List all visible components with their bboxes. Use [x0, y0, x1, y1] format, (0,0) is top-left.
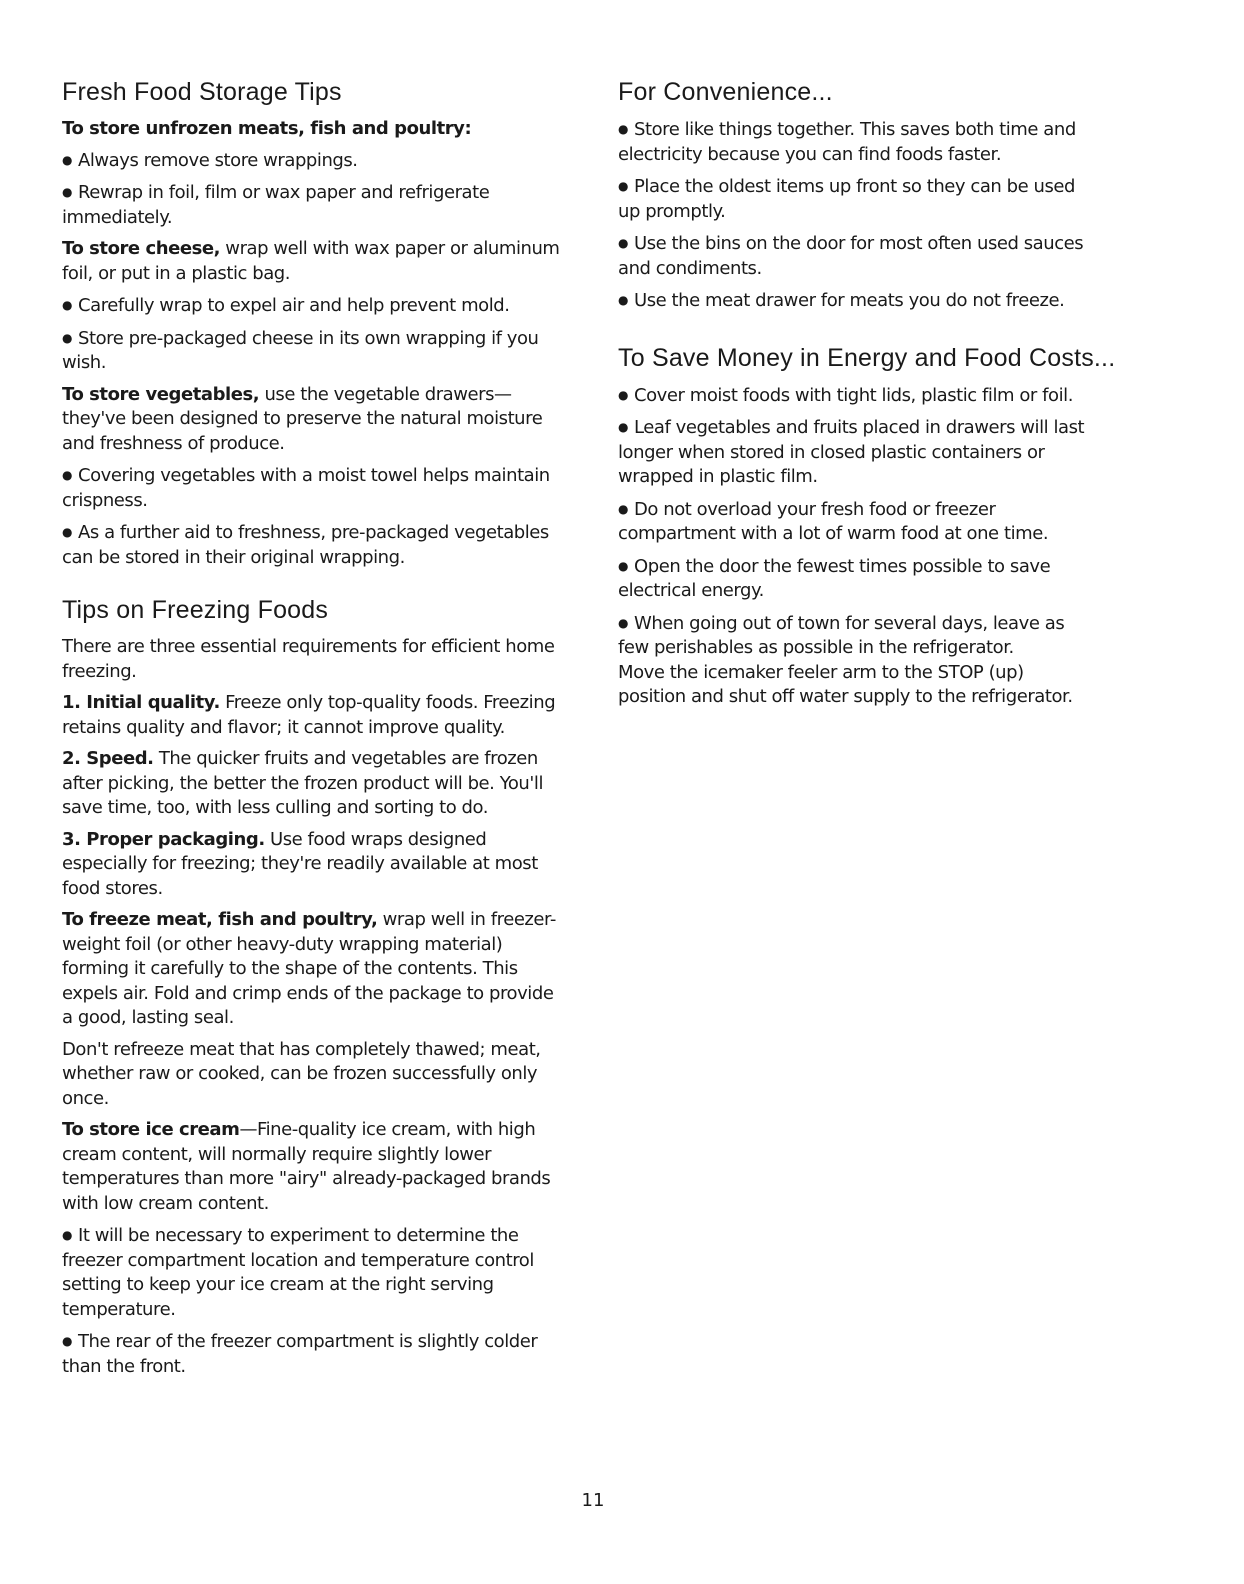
refreeze-paragraph: Don't refreeze meat that has completely thawed; meat, whether raw or cooked, can be frozen successfully only once. [62, 1038, 541, 1109]
bullet-item [618, 174, 1096, 224]
bullet-icon: ● [618, 420, 629, 434]
right-column [618, 78, 1116, 717]
bullet-item [618, 288, 1096, 314]
speed-text: The quicker fruits and vegetables are frozen after picking, the better the frozen product will be. You'll save time, too, with less culling and sorting to do. [62, 748, 543, 818]
bullet-text-continued: Move the icemaker feeler arm to the STOP (up) position and shut off water supply to the refrigerator. [618, 661, 1073, 707]
save-money-section [618, 343, 1116, 710]
cheese-text: wrap well with wax paper or aluminum foil, or put in a plastic bag. [62, 238, 560, 284]
bullet-icon: ● [62, 468, 73, 482]
bullet-item [62, 1329, 562, 1379]
bullet-icon: ● [62, 185, 73, 199]
bullet-icon: ● [618, 615, 629, 630]
ice-cream-lead: To store ice cream [62, 1119, 240, 1140]
convenience-heading: For Convenience... [618, 78, 833, 106]
bullet-item [618, 383, 1096, 409]
initial-quality-lead: 1. Initial quality. [62, 692, 220, 713]
bullet-icon: ● [62, 1334, 73, 1348]
bullet-text: Place the oldest items up front so they can be used up promptly. [618, 176, 1076, 222]
bullet-icon: ● [618, 122, 629, 136]
freezing-heading: Tips on Freezing Foods [62, 596, 329, 624]
bullet-text: Leaf vegetables and fruits placed in drawers will last longer when stored in closed plastic containers or wrapped in plastic film. [618, 417, 1085, 487]
packaging-lead: 3. Proper packaging. [62, 828, 265, 850]
bullet-text: It will be necessary to experiment to determine the freezer compartment location and temperature control setting to keep your ice cream at the right serving temperature. [62, 1225, 534, 1320]
bullet-item [62, 293, 562, 319]
bullet-item [618, 554, 1096, 604]
bullet-icon: ● [618, 179, 629, 193]
bullet-icon: ● [62, 525, 73, 539]
bullet-item [62, 1223, 562, 1322]
packaging-text: Use food wraps designed especially for freezing; they're readily available at most food stores. [62, 828, 538, 899]
bullet-item [62, 326, 562, 376]
bullet-text: Covering vegetables with a moist towel helps maintain crispness. [62, 465, 550, 511]
bullet-text: Cover moist foods with tight lids, plastic film or foil. [634, 384, 1073, 406]
bullet-text: Store pre-packaged cheese in its own wrapping if you wish. [62, 327, 539, 373]
freeze-meat-text: wrap well in freezer-weight foil (or other heavy-duty wrapping material) forming it carefully to the shape of the contents. This expels air. Fold and crimp ends of the package to provide a good, lasting seal. [62, 909, 556, 1028]
bullet-text: When going out of town for several days, leave as few perishables as possible in the refrigerator. [618, 612, 1065, 658]
ice-cream-text: —Fine-quality ice cream, with high cream content, will normally require slightly lower temperatures than more "airy" already-packaged brands with low cream content. [62, 1119, 551, 1214]
cheese-paragraph [62, 237, 562, 286]
bullet-item [62, 463, 562, 513]
bullet-icon: ● [62, 1228, 73, 1242]
freezing-intro: There are three essential requirements for efficient home freezing. [62, 636, 555, 682]
page-number: 11 [581, 1490, 605, 1511]
fresh-food-section [62, 78, 562, 570]
bullet-icon: ● [62, 298, 73, 312]
convenience-section [618, 78, 1096, 314]
bullet-item [618, 415, 1096, 490]
left-column [62, 78, 562, 1386]
freezing-section [62, 596, 562, 1379]
bullet-icon: ● [618, 501, 629, 516]
fresh-food-heading: Fresh Food Storage Tips [62, 78, 342, 106]
freeze-meat-paragraph [62, 908, 562, 1031]
bullet-text: Open the door the fewest times possible to save electrical energy. [618, 555, 1051, 601]
bullet-text: Use the bins on the door for most often used sauces and condiments. [618, 233, 1084, 279]
bullet-item [62, 148, 562, 174]
bullet-text: The rear of the freezer compartment is slightly colder than the front. [62, 1331, 538, 1377]
bullet-item [618, 231, 1096, 281]
freeze-meat-lead: To freeze meat, fish and poultry, [62, 909, 378, 930]
speed-lead: 2. Speed. [62, 748, 154, 769]
bullet-text: Store like things together. This saves both time and electricity because you can find foods faster. [618, 119, 1076, 165]
bullet-text: Carefully wrap to expel air and help prevent mold. [78, 295, 510, 316]
unfrozen-meats-lead: To store unfrozen meats, fish and poultry: [62, 118, 472, 139]
bullet-item [618, 611, 1096, 710]
vegetables-lead: To store vegetables, [62, 383, 260, 405]
bullet-item [62, 180, 562, 230]
bullet-item [618, 117, 1096, 167]
bullet-item [62, 520, 562, 570]
ice-cream-paragraph [62, 1118, 562, 1216]
bullet-icon: ● [618, 387, 629, 402]
vegetables-text: use the vegetable drawers— they've been designed to preserve the natural moisture and freshness of produce. [62, 383, 543, 454]
save-money-heading: To Save Money in Energy and Food Costs... [618, 343, 1116, 372]
packaging-paragraph [62, 828, 562, 902]
bullet-icon: ● [618, 236, 629, 250]
bullet-icon: ● [618, 558, 629, 573]
bullet-icon: ● [62, 152, 73, 167]
bullet-text: Do not overload your fresh food or freezer compartment with a lot of warm food at one time. [618, 498, 1049, 544]
initial-quality-text: Freeze only top-quality foods. Freezing retains quality and flavor; it cannot improve quality. [62, 692, 556, 738]
bullet-text: Rewrap in foil, film or wax paper and refrigerate immediately. [62, 182, 490, 228]
bullet-text: Always remove store wrappings. [78, 149, 358, 171]
bullet-icon: ● [62, 330, 73, 345]
initial-quality-paragraph [62, 691, 562, 740]
vegetables-paragraph [62, 383, 562, 457]
bullet-item [618, 497, 1096, 547]
bullet-text: Use the meat drawer for meats you do not freeze. [634, 290, 1065, 311]
speed-paragraph [62, 747, 562, 821]
bullet-text: As a further aid to freshness, pre-packaged vegetables can be stored in their original wrapping. [62, 522, 549, 568]
cheese-lead: To store cheese, [62, 238, 221, 259]
bullet-icon: ● [618, 293, 629, 307]
